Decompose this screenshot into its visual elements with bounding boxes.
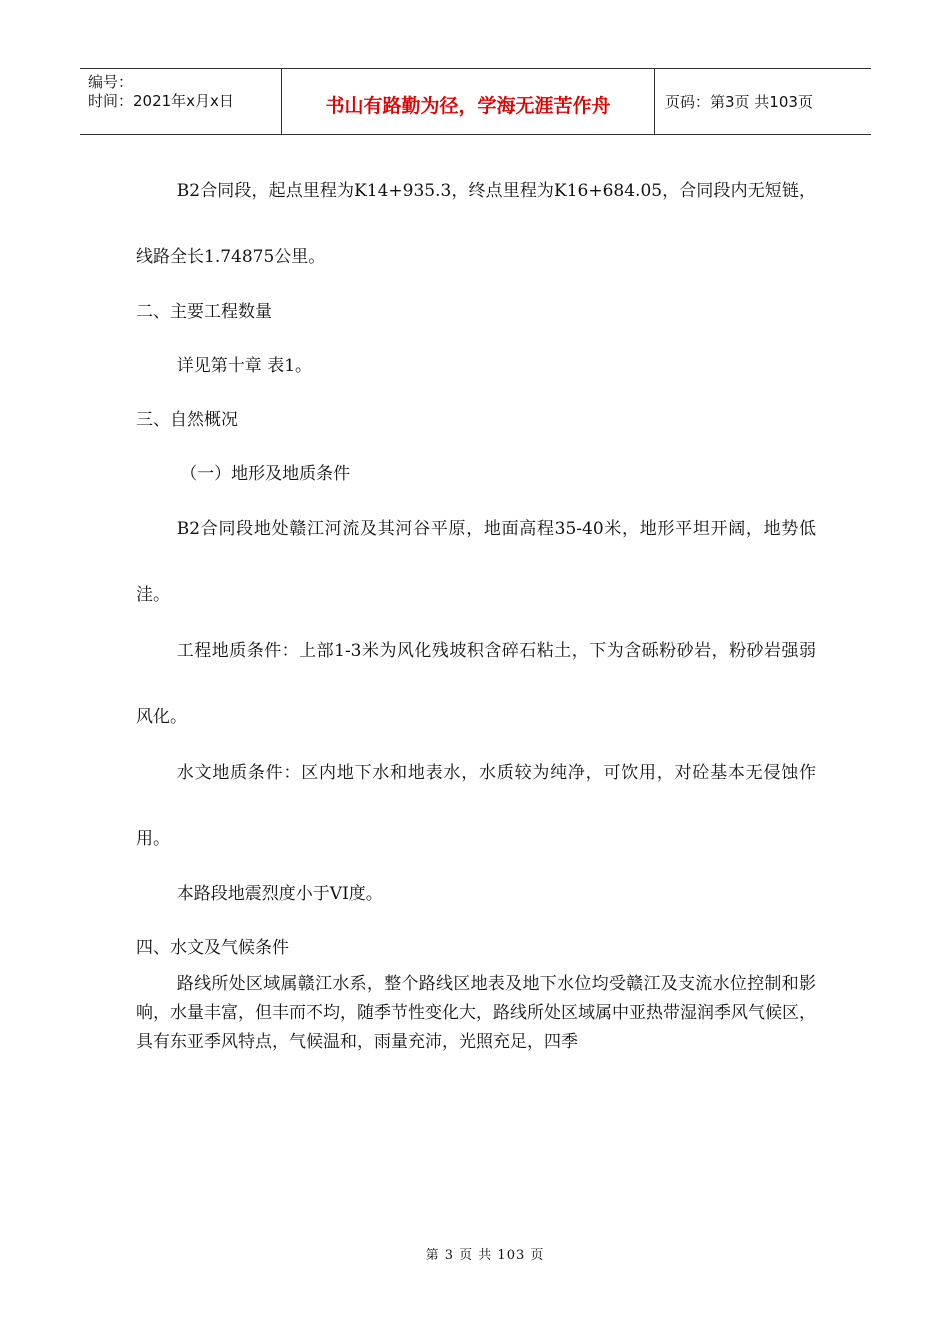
header-page-info: 页码：第3页 共103页 <box>665 93 813 111</box>
header-motto: 书山有路勤为径，学海无涯苦作舟 <box>282 69 655 134</box>
document-body <box>136 176 816 1057</box>
document-time-label: 时间：2021年x月x日 <box>88 92 234 110</box>
subheading-terrain-geology: （一）地形及地质条件 <box>180 464 351 484</box>
paragraph-seismic: 本路段地震烈度小于VI度。 <box>176 884 383 904</box>
paragraph-hydrology: 路线所处区域属赣江水系，整个路线区地表及地下水位均受赣江及支流水位控制和影响，水量丰富，但丰而不均，随季节性变化大，路线所处区域属中亚热带湿润季风气候区，具有东亚季风特点，气候温和，雨量充沛，光照充足，四季 <box>136 974 816 1052</box>
paragraph-see-table: 详见第十章 表1。 <box>176 356 313 376</box>
paragraph-engineering-geology: 工程地质条件：上部1-3米为风化残坡积含碎石粘土，下为含砾粉砂岩，粉砂岩强弱风化。 <box>136 641 816 727</box>
page-header <box>80 68 871 135</box>
document-number-label: 编号： <box>88 73 134 91</box>
heading-hydrology-climate: 四、水文及气候条件 <box>136 938 289 958</box>
heading-main-quantities: 二、主要工程数量 <box>136 302 272 322</box>
paragraph-contract-section: B2合同段，起点里程为K14+935.3，终点里程为K16+684.05，合同段内无短链，线路全长1.74875公里。 <box>136 181 816 267</box>
header-meta <box>80 69 282 134</box>
footer-page-number: 第 3 页 共 103 页 <box>425 1248 545 1263</box>
page-footer <box>0 1244 950 1263</box>
paragraph-terrain: B2合同段地处赣江河流及其河谷平原，地面高程35-40米，地形平坦开阔，地势低洼。 <box>136 519 816 605</box>
paragraph-hydrogeology: 水文地质条件：区内地下水和地表水，水质较为纯净，可饮用，对砼基本无侵蚀作用。 <box>136 763 816 849</box>
heading-natural-conditions: 三、自然概况 <box>136 410 238 430</box>
